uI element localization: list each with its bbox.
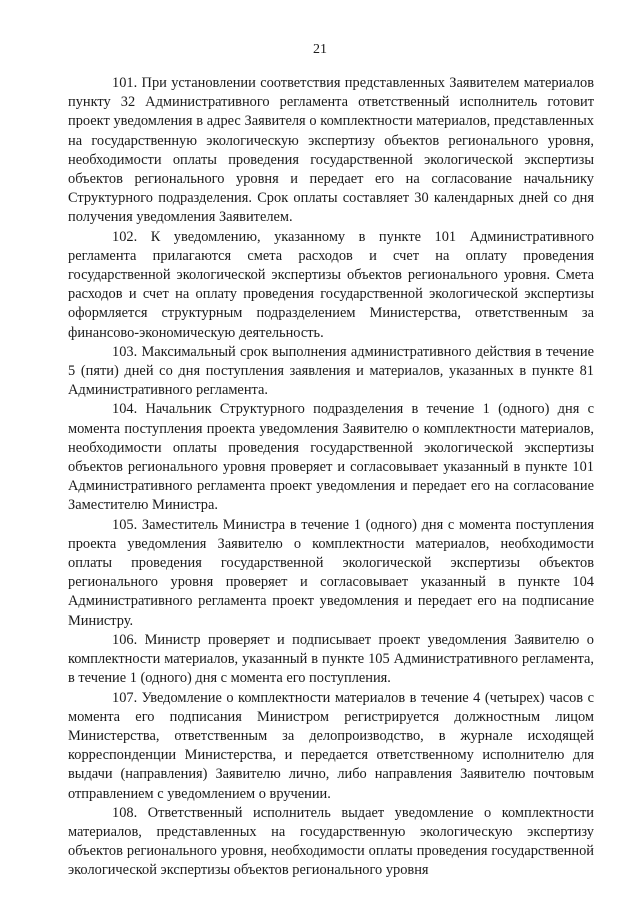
document-body	[68, 74, 594, 881]
paragraph-103: 103. Максимальный срок выполнения административного действия в течение 5 (пяти) дней со дня поступления заявления и материалов, указанных в пункте 81 Административного регламента.	[68, 343, 594, 399]
paragraph-107: 107. Уведомление о комплектности материалов в течение 4 (четырех) часов с момента его подписания Министром регистрируется должностным лицом Министерства, ответственным за делопроизводство, в журнале исходящей корреспонденции Министерства, и передается ответственному исполнителю для выдачи (направления) Заявителю лично, либо направления Заявителю почтовым отправлением с уведомлением о вручении.	[68, 689, 594, 802]
page-number: 21	[313, 42, 327, 57]
paragraph-101: 101. При установлении соответствия представленных Заявителем материалов пункту 32 Административного регламента ответственный исполнитель готовит проект уведомления в адрес Заявителя о комплектности материалов, представленных на государственную экологическую экспертизу объектов регионального уровня, необходимости оплаты проведения государственной экологической экспертизы объектов регионального уровня и передает его на согласование начальнику Структурного подразделения. Срок оплаты составляет 30 календарных дней со дня получения уведомления Заявителем.	[68, 75, 594, 226]
paragraph-104: 104. Начальник Структурного подразделения в течение 1 (одного) дня с момента поступления проекта уведомления Заявителю о комплектности материалов, необходимости оплаты проведения государственной экологической экспертизы объектов регионального уровня проверяет и согласовывает указанный в пункте 101 Административного регламента проект уведомления и передает его на согласование Заместителю Министра.	[68, 401, 594, 514]
paragraph-106: 106. Министр проверяет и подписывает проект уведомления Заявителю о комплектности материалов, указанный в пункте 105 Административного регламента, в течение 1 (одного) дня с момента его поступления.	[68, 631, 594, 687]
paragraph-108: 108. Ответственный исполнитель выдает уведомление о комплектности материалов, представленных на государственную экологическую экспертизу объектов регионального уровня, необходимости оплаты проведения государственной экологической экспертизы объектов регионального уровня	[68, 804, 594, 879]
paragraph-102: 102. К уведомлению, указанному в пункте 101 Административного регламента прилагаются смета расходов и счет на оплату проведения государственной экологической экспертизы объектов регионального уровня. Смета расходов и счет на оплату проведения государственной экологической экспертизы оформляется структурным подразделением Министерства, ответственным за финансово-экономическую деятельность.	[68, 228, 594, 341]
paragraph-105: 105. Заместитель Министра в течение 1 (одного) дня с момента поступления проекта уведомления Заявителю о комплектности материалов, необходимости оплаты проведения государственной экологической экспертизы объектов регионального уровня проверяет и согласовывает указанный в пункте 104 Административного регламента проект уведомления и передает его на подписание Министру.	[68, 516, 594, 629]
